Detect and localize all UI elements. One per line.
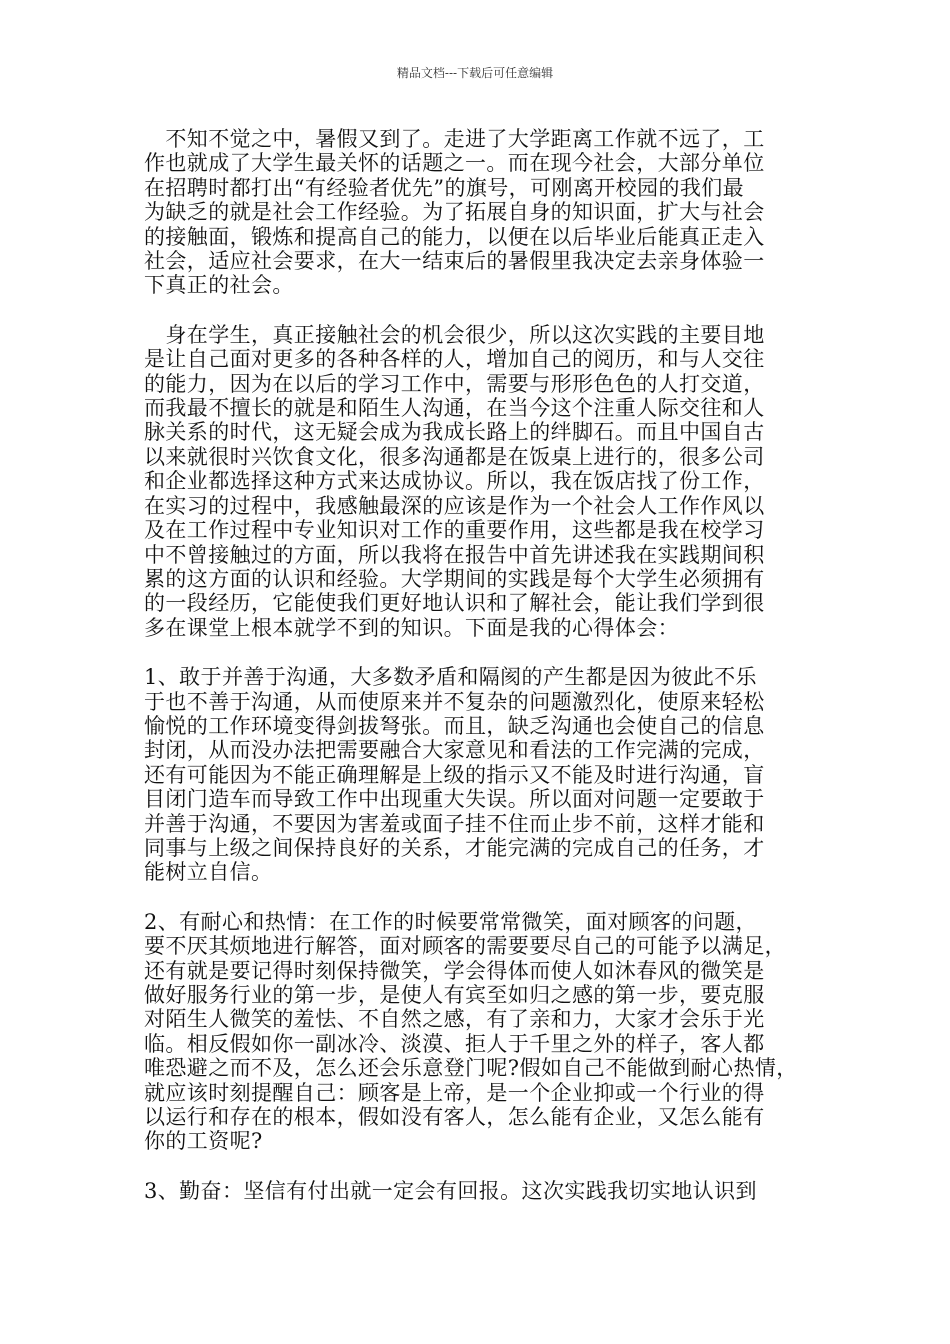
text-line: 1、敢于并善于沟通，大多数矛盾和隔阂的产生都是因为彼此不乐 xyxy=(144,665,757,690)
text-line: 目闭门造车而导致工作中出现重大失误。所以面对问题一定要敢于 xyxy=(144,787,765,812)
text-line: 的一段经历，它能使我们更好地认识和了解社会，能让我们学到很 xyxy=(144,591,765,616)
text-line: 多在课堂上根本就学不到的知识。下面是我的心得体会： xyxy=(144,615,679,640)
text-line: 于也不善于沟通，从而使原来并不复杂的问题激烈化，使原来轻松 xyxy=(144,689,765,714)
text-line: 身在学生，真正接触社会的机会很少，所以这次实践的主要目地 xyxy=(144,322,765,347)
text-line: 能树立自信。 xyxy=(144,860,273,885)
text-line: 在招聘时都打出“有经验者优先”的旗号，可刚离开校园的我们最 xyxy=(144,175,745,200)
paragraph-intro xyxy=(144,127,816,298)
text-line: 及在工作过程中专业知识对工作的重要作用，这些都是我在校学习 xyxy=(144,518,765,543)
text-line: 和企业都选择这种方式来达成协议。所以，我在饭店找了份工作， xyxy=(144,469,765,494)
text-line: 3、勤奋：坚信有付出就一定会有回报。这次实践我切实地认识到 xyxy=(144,1178,757,1203)
text-line: 你的工资呢? xyxy=(144,1129,263,1154)
text-line: 唯恐避之而不及，怎么还会乐意登门呢?假如自己不能做到耐心热情， xyxy=(144,1056,798,1081)
text-line: 对陌生人微笑的羞怯、不自然之感，有了亲和力，大家才会乐于光 xyxy=(144,1007,765,1032)
paragraph-purpose xyxy=(144,323,816,640)
text-line: 就应该时刻提醒自己：顾客是上帝，是一个企业抑或一个行业的得 xyxy=(144,1080,765,1105)
text-line: 作也就成了大学生最关怀的话题之一。而在现今社会，大部分单位 xyxy=(144,151,765,176)
text-line: 还有就是要记得时刻保持微笑，学会得体而使人如沐春风的微笑是 xyxy=(144,958,765,983)
text-line: 还有可能因为不能正确理解是上级的指示又不能及时进行沟通，盲 xyxy=(144,762,765,787)
text-line: 中不曾接触过的方面，所以我将在报告中首先讲述我在实践期间积 xyxy=(144,542,765,567)
text-line: 为缺乏的就是社会工作经验。为了拓展自身的知识面，扩大与社会 xyxy=(144,200,765,225)
text-line: 不知不觉之中，暑假又到了。走进了大学距离工作就不远了，工 xyxy=(144,127,765,151)
text-line: 并善于沟通，不要因为害羞或面子挂不住而止步不前，这样才能和 xyxy=(144,811,765,836)
document-body xyxy=(144,127,816,1228)
text-line: 在实习的过程中，我感触最深的应该是作为一个社会人工作作风以 xyxy=(144,493,765,518)
text-line: 是让自己面对更多的各种各样的人，增加自己的阅历，和与人交往 xyxy=(144,347,765,372)
text-line: 要不厌其烦地进行解答，面对顾客的需要要尽自己的可能予以满足， xyxy=(144,934,786,959)
text-line: 的接触面，锻炼和提高自己的能力，以便在以后毕业后能真正走入 xyxy=(144,224,765,249)
text-line: 以来就很时兴饮食文化，很多沟通都是在饭桌上进行的，很多公司 xyxy=(144,444,765,469)
text-line: 脉关系的时代，这无疑会成为我成长路上的绊脚石。而且中国自古 xyxy=(144,420,765,445)
text-line: 封闭，从而没办法把需要融合大家意见和看法的工作完满的完成， xyxy=(144,738,765,763)
paragraph-point-2 xyxy=(144,910,816,1154)
text-line: 而我最不擅长的就是和陌生人沟通，在当今这个注重人际交往和人 xyxy=(144,396,765,421)
paragraph-point-1 xyxy=(144,665,816,885)
text-line: 做好服务行业的第一步，是使人有宾至如归之感的第一步，要克服 xyxy=(144,983,765,1007)
text-line: 社会，适应社会要求，在大一结束后的暑假里我决定去亲身体验一 xyxy=(144,249,765,274)
text-line: 愉悦的工作环境变得剑拔弩张。而且，缺乏沟通也会使自己的信息 xyxy=(144,713,765,738)
text-line: 的能力，因为在以后的学习工作中，需要与形形色色的人打交道， xyxy=(144,371,765,396)
text-line: 同事与上级之间保持良好的关系，才能完满的完成自己的任务，才 xyxy=(144,835,765,860)
text-line: 临。相反假如你一副冰冷、淡漠、拒人于千里之外的样子，客人都 xyxy=(144,1031,765,1056)
text-line: 下真正的社会。 xyxy=(144,273,294,298)
page-header: 精品文档---下载后可任意编辑 xyxy=(396,66,554,80)
paragraph-point-3 xyxy=(144,1179,816,1203)
text-line: 累的这方面的认识和经验。大学期间的实践是每个大学生必须拥有 xyxy=(144,566,765,591)
text-line: 以运行和存在的根本，假如没有客人，怎么能有企业，又怎么能有 xyxy=(144,1105,765,1130)
text-line: 2、有耐心和热情：在工作的时候要常常微笑，面对顾客的问题， xyxy=(144,909,757,934)
